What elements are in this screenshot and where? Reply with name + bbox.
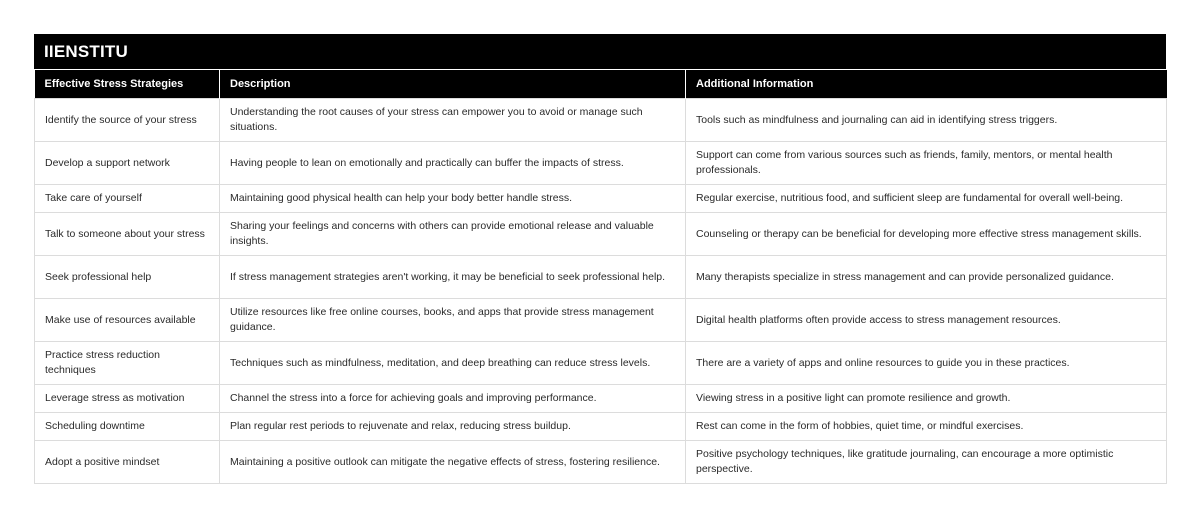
description-cell: Sharing your feelings and concerns with others can provide emotional release and valuable insights. xyxy=(220,213,686,256)
table-row xyxy=(35,213,1167,256)
strategy-cell: Identify the source of your stress xyxy=(35,99,220,142)
info-cell: Viewing stress in a positive light can promote resilience and growth. xyxy=(686,385,1167,413)
info-cell: Positive psychology techniques, like gratitude journaling, can encourage a more optimistic perspective. xyxy=(686,441,1167,484)
strategy-cell: Make use of resources available xyxy=(35,299,220,342)
strategy-cell: Adopt a positive mindset xyxy=(35,441,220,484)
info-cell: Digital health platforms often provide access to stress management resources. xyxy=(686,299,1167,342)
strategy-cell: Leverage stress as motivation xyxy=(35,385,220,413)
description-cell: Plan regular rest periods to rejuvenate and relax, reducing stress buildup. xyxy=(220,413,686,441)
info-cell: Rest can come in the form of hobbies, quiet time, or mindful exercises. xyxy=(686,413,1167,441)
table-row xyxy=(35,256,1167,299)
description-cell: Understanding the root causes of your stress can empower you to avoid or manage such situations. xyxy=(220,99,686,142)
header-additional-info: Additional Information xyxy=(686,70,1167,99)
info-cell: There are a variety of apps and online resources to guide you in these practices. xyxy=(686,342,1167,385)
brand-title: IIENSTITU xyxy=(34,34,1166,69)
stress-strategies-table xyxy=(34,69,1167,484)
table-row xyxy=(35,299,1167,342)
info-cell: Regular exercise, nutritious food, and sufficient sleep are fundamental for overall well-being. xyxy=(686,185,1167,213)
table-row xyxy=(35,99,1167,142)
info-cell: Support can come from various sources such as friends, family, mentors, or mental health professionals. xyxy=(686,142,1167,185)
description-cell: Techniques such as mindfulness, meditation, and deep breathing can reduce stress levels. xyxy=(220,342,686,385)
info-cell: Many therapists specialize in stress management and can provide personalized guidance. xyxy=(686,256,1167,299)
description-cell: Channel the stress into a force for achieving goals and improving performance. xyxy=(220,385,686,413)
table-row xyxy=(35,441,1167,484)
info-cell: Counseling or therapy can be beneficial for developing more effective stress management skills. xyxy=(686,213,1167,256)
strategy-cell: Seek professional help xyxy=(35,256,220,299)
table-row xyxy=(35,142,1167,185)
description-cell: Maintaining good physical health can help your body better handle stress. xyxy=(220,185,686,213)
strategy-cell: Scheduling downtime xyxy=(35,413,220,441)
header-description: Description xyxy=(220,70,686,99)
table-row xyxy=(35,385,1167,413)
table-row xyxy=(35,413,1167,441)
info-cell: Tools such as mindfulness and journaling can aid in identifying stress triggers. xyxy=(686,99,1167,142)
description-cell: Having people to lean on emotionally and practically can buffer the impacts of stress. xyxy=(220,142,686,185)
strategy-cell: Take care of yourself xyxy=(35,185,220,213)
strategies-table-container xyxy=(34,34,1166,484)
description-cell: Maintaining a positive outlook can mitigate the negative effects of stress, fostering resilience. xyxy=(220,441,686,484)
description-cell: If stress management strategies aren't working, it may be beneficial to seek professional help. xyxy=(220,256,686,299)
description-cell: Utilize resources like free online courses, books, and apps that provide stress management guidance. xyxy=(220,299,686,342)
table-row xyxy=(35,185,1167,213)
header-strategies: Effective Stress Strategies xyxy=(35,70,220,99)
table-row xyxy=(35,342,1167,385)
strategy-cell: Practice stress reduction techniques xyxy=(35,342,220,385)
table-header-row xyxy=(35,70,1167,99)
strategy-cell: Talk to someone about your stress xyxy=(35,213,220,256)
strategy-cell: Develop a support network xyxy=(35,142,220,185)
